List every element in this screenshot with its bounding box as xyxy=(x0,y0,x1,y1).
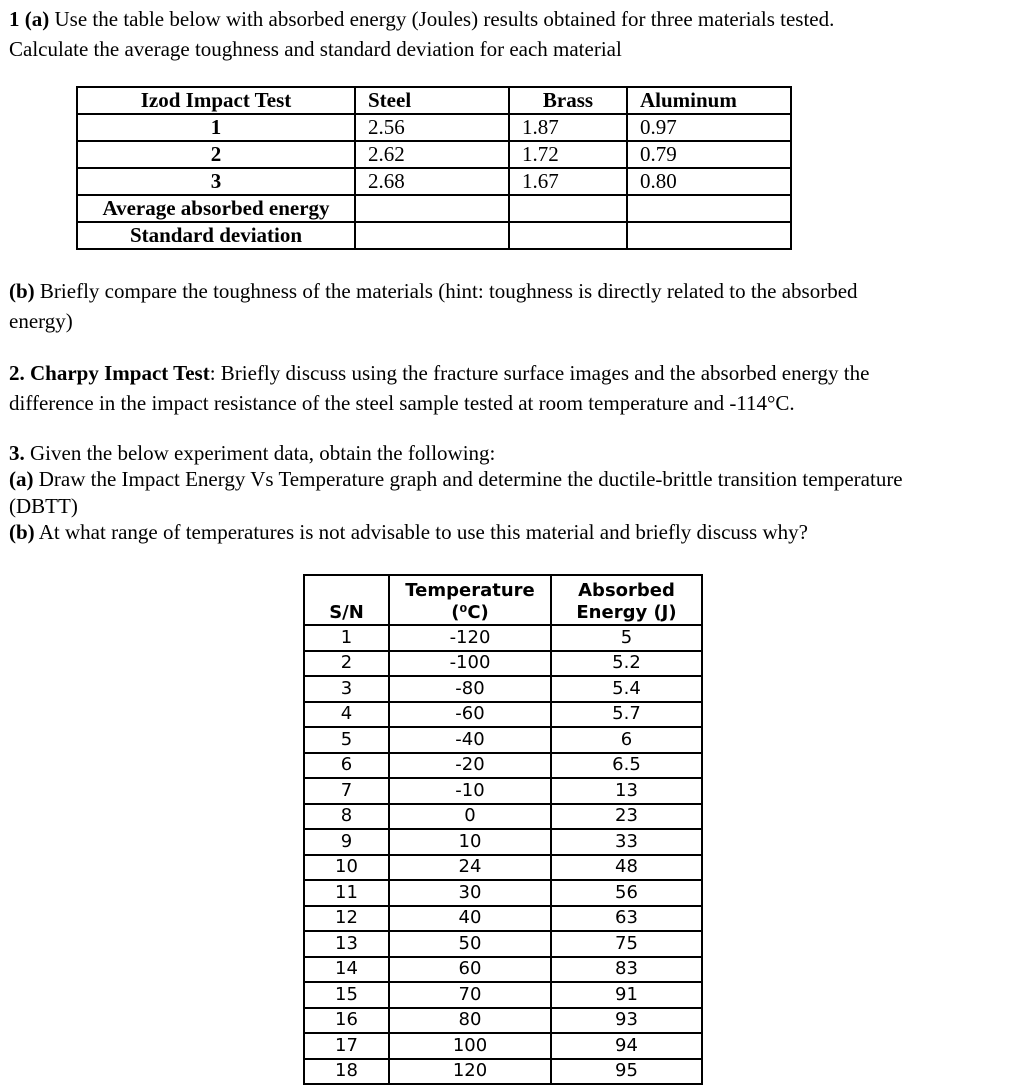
cell-temperature: 70 xyxy=(389,982,551,1008)
izod-row xyxy=(77,141,791,168)
izod-row-label: Standard deviation xyxy=(77,222,355,249)
cell-energy: 83 xyxy=(551,957,702,983)
table-row xyxy=(304,651,702,677)
izod-cell-aluminum: 0.97 xyxy=(627,114,791,141)
q3-number: 3. xyxy=(9,441,25,465)
izod-header-brass: Brass xyxy=(509,87,627,114)
izod-cell-brass xyxy=(509,195,627,222)
cell-energy: 5.4 xyxy=(551,676,702,702)
cell-sn: 8 xyxy=(304,804,389,830)
cell-temperature: 80 xyxy=(389,1008,551,1034)
cell-energy: 23 xyxy=(551,804,702,830)
cell-energy: 5.7 xyxy=(551,702,702,728)
q1a-line2: Calculate the average toughness and standard deviation for each material xyxy=(9,37,622,61)
cell-temperature: 10 xyxy=(389,829,551,855)
cell-temperature: 0 xyxy=(389,804,551,830)
header-temperature xyxy=(389,575,551,625)
cell-energy: 91 xyxy=(551,982,702,1008)
izod-cell-brass: 1.87 xyxy=(509,114,627,141)
q3b-number: (b) xyxy=(9,520,35,544)
cell-temperature: -60 xyxy=(389,702,551,728)
cell-energy: 95 xyxy=(551,1059,702,1085)
table-row xyxy=(304,804,702,830)
izod-cell-brass xyxy=(509,222,627,249)
cell-energy: 33 xyxy=(551,829,702,855)
q1b-number: (b) xyxy=(9,279,35,303)
cell-energy: 6 xyxy=(551,727,702,753)
q3a-number: (a) xyxy=(9,467,34,491)
table-row xyxy=(304,753,702,779)
cell-sn: 3 xyxy=(304,676,389,702)
cell-sn: 13 xyxy=(304,931,389,957)
izod-header-steel: Steel xyxy=(355,87,509,114)
charpy-data-body xyxy=(304,625,702,1084)
cell-energy: 75 xyxy=(551,931,702,957)
cell-temperature: 60 xyxy=(389,957,551,983)
header-temperature-l2: (⁰C) xyxy=(451,602,489,623)
izod-header-test: Izod Impact Test xyxy=(77,87,355,114)
cell-sn: 6 xyxy=(304,753,389,779)
cell-temperature: -120 xyxy=(389,625,551,651)
cell-sn: 5 xyxy=(304,727,389,753)
cell-sn: 14 xyxy=(304,957,389,983)
cell-sn: 17 xyxy=(304,1033,389,1059)
izod-header-aluminum: Aluminum xyxy=(627,87,791,114)
table-row xyxy=(304,906,702,932)
q1a-text: Use the table below with absorbed energy (Joules) results obtained for three materials tested. xyxy=(49,7,835,31)
cell-sn: 10 xyxy=(304,855,389,881)
cell-energy: 56 xyxy=(551,880,702,906)
izod-cell-brass: 1.67 xyxy=(509,168,627,195)
izod-table xyxy=(76,86,792,250)
cell-energy: 13 xyxy=(551,778,702,804)
q3-intro xyxy=(9,439,495,468)
izod-cell-aluminum: 0.79 xyxy=(627,141,791,168)
cell-temperature: 24 xyxy=(389,855,551,881)
q3a-line1 xyxy=(9,465,903,494)
q3b-line xyxy=(9,518,808,547)
table-row xyxy=(304,1033,702,1059)
cell-temperature: -100 xyxy=(389,651,551,677)
izod-row xyxy=(77,195,791,222)
izod-cell-steel xyxy=(355,222,509,249)
izod-cell-aluminum xyxy=(627,195,791,222)
q2-line2: difference in the impact resistance of the steel sample tested at room temperature and -114°C. xyxy=(9,391,795,415)
table-row xyxy=(304,880,702,906)
cell-sn: 12 xyxy=(304,906,389,932)
header-energy xyxy=(551,575,702,625)
cell-sn: 1 xyxy=(304,625,389,651)
table-row xyxy=(304,676,702,702)
cell-temperature: 40 xyxy=(389,906,551,932)
q2-line1 xyxy=(9,359,869,388)
q1a-line1 xyxy=(9,5,834,34)
cell-sn: 15 xyxy=(304,982,389,1008)
izod-cell-steel: 2.56 xyxy=(355,114,509,141)
table-row xyxy=(304,625,702,651)
izod-cell-steel xyxy=(355,195,509,222)
izod-row xyxy=(77,222,791,249)
table-row xyxy=(304,982,702,1008)
charpy-data-table xyxy=(303,574,703,1085)
charpy-header-row xyxy=(304,575,702,625)
table-row xyxy=(304,1008,702,1034)
cell-temperature: -80 xyxy=(389,676,551,702)
cell-energy: 63 xyxy=(551,906,702,932)
q1b-line2: energy) xyxy=(9,309,73,333)
cell-sn: 18 xyxy=(304,1059,389,1085)
q3a-text: Draw the Impact Energy Vs Temperature graph and determine the ductile-brittle transition temperature xyxy=(33,467,903,491)
table-row xyxy=(304,702,702,728)
q3a-line2: (DBTT) xyxy=(9,494,78,518)
cell-sn: 7 xyxy=(304,778,389,804)
izod-row-label: Average absorbed energy xyxy=(77,195,355,222)
cell-sn: 16 xyxy=(304,1008,389,1034)
header-energy-l1: Absorbed xyxy=(578,580,675,601)
table-row xyxy=(304,931,702,957)
q3b-text: At what range of temperatures is not advisable to use this material and briefly discuss why? xyxy=(34,520,808,544)
izod-cell-aluminum xyxy=(627,222,791,249)
table-row xyxy=(304,727,702,753)
q1b-text: Briefly compare the toughness of the materials (hint: toughness is directly related to the absorbed xyxy=(34,279,858,303)
cell-temperature: 120 xyxy=(389,1059,551,1085)
cell-temperature: -20 xyxy=(389,753,551,779)
izod-cell-steel: 2.68 xyxy=(355,168,509,195)
cell-temperature: 100 xyxy=(389,1033,551,1059)
header-energy-l2: Energy (J) xyxy=(576,602,677,623)
cell-energy: 6.5 xyxy=(551,753,702,779)
q1a-number: 1 (a) xyxy=(9,7,50,31)
izod-cell-brass: 1.72 xyxy=(509,141,627,168)
q2-text: : Briefly discuss using the fracture surface images and the absorbed energy the xyxy=(209,361,870,385)
table-row xyxy=(304,957,702,983)
cell-energy: 48 xyxy=(551,855,702,881)
cell-energy: 93 xyxy=(551,1008,702,1034)
izod-row-label: 1 xyxy=(77,114,355,141)
cell-temperature: 50 xyxy=(389,931,551,957)
cell-sn: 9 xyxy=(304,829,389,855)
table-row xyxy=(304,1059,702,1085)
izod-row-label: 3 xyxy=(77,168,355,195)
header-sn: S/N xyxy=(304,575,389,625)
cell-sn: 11 xyxy=(304,880,389,906)
izod-cell-aluminum: 0.80 xyxy=(627,168,791,195)
cell-sn: 2 xyxy=(304,651,389,677)
cell-energy: 5.2 xyxy=(551,651,702,677)
cell-temperature: 30 xyxy=(389,880,551,906)
izod-row xyxy=(77,114,791,141)
q3-intro-text: Given the below experiment data, obtain the following: xyxy=(24,441,496,465)
cell-temperature: -40 xyxy=(389,727,551,753)
izod-row-label: 2 xyxy=(77,141,355,168)
q1b-line1 xyxy=(9,277,858,306)
cell-energy: 94 xyxy=(551,1033,702,1059)
izod-cell-steel: 2.62 xyxy=(355,141,509,168)
table-row xyxy=(304,829,702,855)
izod-header-row xyxy=(77,87,791,114)
table-row xyxy=(304,855,702,881)
cell-sn: 4 xyxy=(304,702,389,728)
cell-energy: 5 xyxy=(551,625,702,651)
header-temperature-l1: Temperature xyxy=(405,580,535,601)
q2-title: 2. Charpy Impact Test xyxy=(9,361,210,385)
table-row xyxy=(304,778,702,804)
izod-row xyxy=(77,168,791,195)
cell-temperature: -10 xyxy=(389,778,551,804)
